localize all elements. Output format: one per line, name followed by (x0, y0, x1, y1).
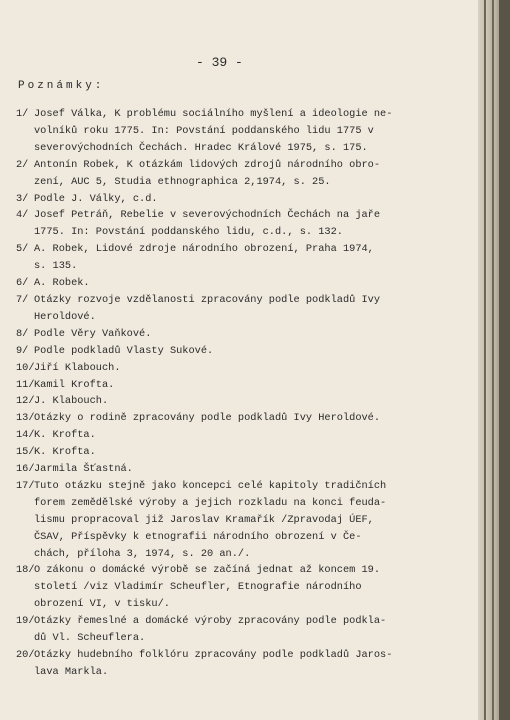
note-text (34, 461, 472, 478)
note-line: Jarmila Šťastná. (34, 463, 133, 476)
note-text (34, 478, 472, 563)
note-line: Heroldové. (34, 310, 96, 323)
note-number: 9/ (16, 344, 29, 357)
note-item (16, 343, 472, 360)
note-text (34, 191, 472, 208)
note-number: 13/ (16, 412, 35, 425)
note-line: chách, příloha 3, 1974, s. 20 an./. (34, 547, 251, 560)
note-line: zení, AUC 5, Studia ethnographica 2,1974, s. 25. (34, 175, 331, 188)
note-line: ČSAV, Příspěvky k etnografii národního obrození v Če- (34, 530, 362, 543)
note-number: 5/ (16, 243, 29, 256)
note-item (16, 393, 472, 410)
note-text (34, 613, 472, 647)
note-number: 1/ (16, 108, 29, 120)
note-item (16, 191, 472, 208)
note-text (34, 292, 472, 326)
note-line: Podle Věry Vaňkové. (34, 327, 152, 340)
note-item (16, 207, 472, 241)
note-number: 2/ (16, 158, 29, 171)
note-number: 14/ (16, 429, 35, 442)
note-line: volníků roku 1775. In: Povstání poddanského lidu 1775 v (34, 124, 374, 137)
note-number: 11/ (16, 378, 35, 391)
note-number: 12/ (16, 395, 35, 408)
note-item (16, 106, 472, 157)
notes-list (16, 106, 472, 681)
note-line: lava Markla. (34, 665, 109, 678)
note-item (16, 427, 472, 444)
note-text (34, 410, 472, 427)
note-number: 15/ (16, 446, 35, 459)
note-item (16, 410, 472, 427)
note-number: 7/ (16, 293, 29, 306)
note-text (34, 157, 472, 191)
note-text (34, 207, 472, 241)
note-number: 6/ (16, 277, 29, 290)
note-number: 10/ (16, 361, 35, 374)
note-item (16, 562, 472, 613)
note-line: Otázky rozvoje vzdělanosti zpracovány podle podkladů Ivy (34, 293, 381, 306)
note-item (16, 377, 472, 394)
note-line: obrození VI, v tisku/. (34, 598, 170, 611)
page-edge (486, 0, 492, 720)
note-text (34, 377, 472, 394)
note-line: Podle J. Války, c.d. (34, 192, 158, 205)
note-line: K. Krofta. (34, 429, 96, 442)
note-line: Kamil Krofta. (34, 378, 115, 391)
note-text (34, 241, 472, 275)
note-line: 1775. In: Povstání poddanského lidu, c.d., s. 132. (34, 226, 343, 239)
note-text (34, 360, 472, 377)
note-line: Otázky řemeslné a domácké výroby zpracovány podle podkla- (34, 615, 387, 628)
note-item (16, 360, 472, 377)
note-item (16, 157, 472, 191)
page-edge (478, 0, 484, 720)
note-line: dů Vl. Scheuflera. (34, 632, 146, 645)
note-line: O zákonu o domácké výrobě se začíná jednat až koncem 19. (34, 564, 381, 577)
notes-heading: Poznámky: (18, 80, 105, 92)
note-line: A. Robek, Lidové zdroje národního obrození, Praha 1974, (34, 243, 374, 256)
note-line: A. Robek. (34, 277, 90, 290)
note-item (16, 275, 472, 292)
note-text (34, 427, 472, 444)
note-line: Podle podkladů Vlasty Sukové. (34, 344, 214, 357)
note-item (16, 613, 472, 647)
note-text (34, 444, 472, 461)
note-item (16, 326, 472, 343)
note-line: století /viz Vladimír Scheufler, Etnografie národního (34, 581, 362, 594)
note-line: Antonín Robek, K otázkám lidových zdrojů národního obro- (34, 158, 381, 171)
note-item (16, 241, 472, 275)
note-text (34, 562, 472, 613)
note-line: Tuto otázku stejně jako koncepci celé kapitoly tradičních (34, 479, 387, 492)
book-binding (499, 0, 510, 720)
note-text (34, 647, 472, 681)
note-text (34, 275, 472, 292)
note-number: 18/ (16, 564, 35, 577)
page-number: - 39 - (196, 55, 243, 70)
note-line: K. Krofta. (34, 446, 96, 459)
note-text (34, 106, 472, 157)
note-item (16, 647, 472, 681)
note-number: 20/ (16, 649, 35, 661)
note-item (16, 444, 472, 461)
note-item (16, 478, 472, 563)
note-line: lismu propracoval již Jaroslav Kramařík /Zpravodaj ÚEF, (34, 513, 374, 526)
note-number: 16/ (16, 463, 35, 476)
note-line: forem zemědělské výroby a jejich rozkladu na konci feuda- (34, 496, 387, 509)
note-line: Jiří Klabouch. (34, 361, 121, 374)
note-line: s. 135. (34, 260, 78, 273)
note-item (16, 461, 472, 478)
note-text (34, 393, 472, 410)
note-number: 8/ (16, 327, 29, 340)
note-line: J. Klabouch. (34, 395, 109, 408)
note-number: 3/ (16, 192, 29, 205)
note-line: Josef Válka, K problému sociálního myšlení a ideologie ne- (34, 108, 393, 120)
note-number: 19/ (16, 615, 35, 628)
note-line: severovýchodních Čechách. Hradec Králové 1975, s. 175. (34, 141, 368, 154)
note-text (34, 326, 472, 343)
note-line: Otázky o rodině zpracovány podle podkladů Ivy Heroldové. (34, 412, 381, 425)
note-line: Otázky hudebního folklóru zpracovány podle podkladů Jaros- (34, 649, 393, 661)
note-item (16, 292, 472, 326)
note-line: Josef Petráň, Rebelie v severovýchodních Čechách na jaře (34, 209, 381, 222)
note-number: 17/ (16, 479, 35, 492)
note-number: 4/ (16, 209, 29, 222)
note-text (34, 343, 472, 360)
